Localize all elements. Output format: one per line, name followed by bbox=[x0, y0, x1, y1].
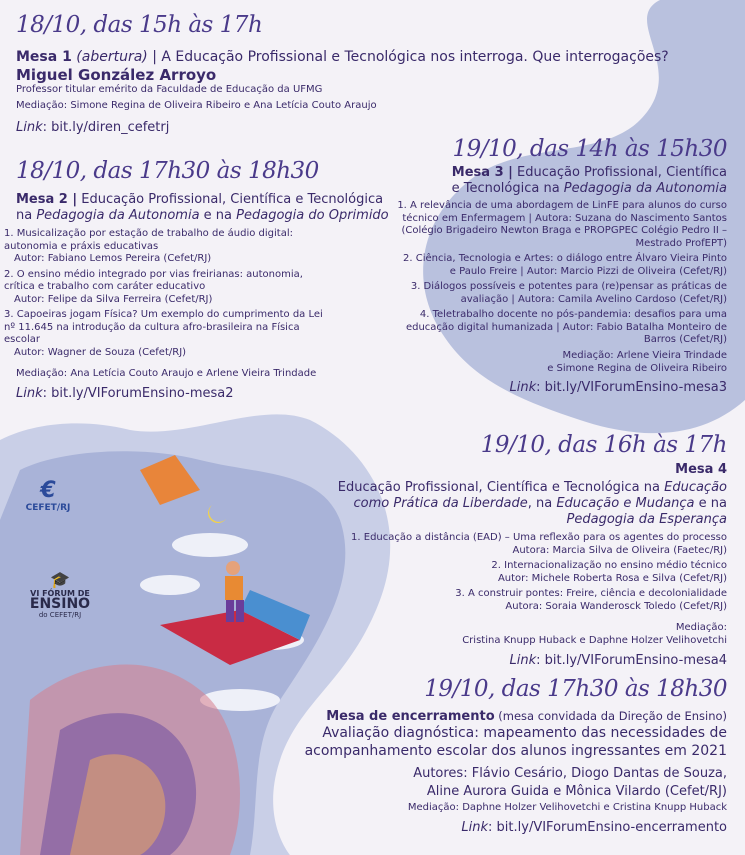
mesa2-mediation: Mediação: Ana Letícia Couto Araujo e Arlene Vieira Trindade bbox=[16, 368, 317, 379]
link-url[interactable]: : bit.ly/VIForumEnsino-mesa2 bbox=[42, 386, 234, 401]
link-url[interactable]: : bit.ly/VIForumEnsino-mesa3 bbox=[536, 380, 727, 395]
cefet-logo bbox=[20, 478, 76, 513]
link-label: Link bbox=[509, 653, 537, 668]
encerramento-theme-a: Avaliação diagnóstica: mapeamento das necessidades de bbox=[322, 725, 727, 741]
mesa3-number: Mesa 3 | bbox=[451, 165, 513, 180]
encerramento-authors-b: Aline Aurora Guida e Mônica Vilardo (Cefet/RJ) bbox=[426, 784, 727, 799]
list-item: 2. Ciência, Tecnologia e Artes: o diálogo entre Álvaro Vieira Pinto e Paulo Freire | Autor: Marcio Pizzi de Oliveira (Cefet/RJ) bbox=[403, 253, 727, 277]
mesa4-mediation-b: Cristina Knupp Huback e Daphne Holzer Velihovetchi bbox=[462, 634, 727, 646]
forum-logo-line3: do CEFET/RJ bbox=[38, 611, 82, 619]
encerramento-name bbox=[326, 709, 727, 724]
list-item bbox=[297, 588, 727, 613]
mesa2-title bbox=[16, 192, 396, 224]
item-author: Autora: Marcia Silva de Oliveira (Faetec/RJ) bbox=[512, 544, 727, 556]
mesa3-mediation bbox=[547, 350, 727, 375]
mesa4-number: Mesa 4 bbox=[675, 462, 727, 477]
item-author: Autor: Michele Roberta Rosa e Silva (Cefet/RJ) bbox=[497, 572, 727, 584]
mesa4-title-l2b: , na bbox=[527, 496, 557, 511]
mesa2-list bbox=[4, 228, 334, 362]
link-label: Link bbox=[461, 820, 489, 835]
encerramento-theme bbox=[305, 724, 727, 760]
item-author: Autora: Soraia Wanderosck Toledo (Cefet/RJ) bbox=[505, 600, 727, 612]
mesa1-title bbox=[16, 48, 736, 66]
item-author: Autor: Fabiano Lemos Pereira (Cefet/RJ) bbox=[14, 253, 212, 264]
item-text: 3. A construir pontes: Freire, ciência e decolonialidade bbox=[455, 588, 727, 599]
encerramento-theme-b: acompanhamento escolar dos alunos ingressantes em 2021 bbox=[304, 743, 727, 759]
list-item bbox=[4, 269, 334, 307]
forum-logo-icon: 🎓 bbox=[50, 570, 70, 589]
mesa4-title-l2d: e na bbox=[694, 496, 727, 511]
mesa1-link[interactable] bbox=[16, 120, 169, 136]
mesa1-date: 18/10, das 15h às 17h bbox=[16, 12, 263, 38]
link-label: Link bbox=[16, 120, 43, 135]
mesa1-theme: | A Educação Profissional e Tecnológica nos interroga. Que interrogações? bbox=[147, 49, 669, 65]
mesa1-number: Mesa 1 bbox=[16, 49, 72, 65]
mesa4-title-l1b: Educação bbox=[664, 480, 727, 495]
encerramento-date: 19/10, das 17h30 às 18h30 bbox=[424, 676, 727, 702]
mesa2-title-b3: e na bbox=[199, 208, 237, 223]
mesa2-title-b4: Pedagogia do Oprimido bbox=[236, 208, 389, 223]
encerramento-mediation: Mediação: Daphne Holzer Velihovetchi e Cristina Knupp Huback bbox=[407, 802, 727, 813]
mesa3-title-b2: Pedagogia da Autonomia bbox=[563, 181, 727, 196]
item-text: 2. Internacionalização no ensino médio técnico bbox=[491, 560, 727, 571]
mesa3-title-a: Educação Profissional, Científica bbox=[512, 165, 727, 180]
mesa4-list bbox=[297, 532, 727, 616]
mesa2-number: Mesa 2 | bbox=[16, 192, 78, 207]
item-text: 1. Educação a distância (EAD) – Uma reflexão para os agentes do processo bbox=[351, 532, 727, 543]
item-author: Autor: Wagner de Souza (Cefet/RJ) bbox=[14, 346, 187, 358]
encerramento-authors bbox=[413, 765, 727, 801]
forum-logo bbox=[10, 570, 110, 619]
list-item: 1. A relevância de uma abordagem de LinFE para alunos do curso técnico em Enfermagem | Autora: Suzana do Nascimento Santos (Colégio Brigadeiro Newton Braga e PROPGPEC Colégio Pedro II – Mestrado ProfEPT) bbox=[397, 200, 727, 249]
list-item bbox=[297, 532, 727, 557]
mesa2-title-a: Educação Profissional, Científica e Tecnológica bbox=[77, 192, 384, 207]
forum-logo-line1: VI FÓRUM DE bbox=[30, 589, 90, 598]
mesa4-mediation bbox=[462, 622, 727, 647]
mesa2-link[interactable] bbox=[16, 386, 234, 402]
list-item bbox=[4, 228, 334, 266]
list-item bbox=[297, 560, 727, 585]
cefet-logo-text: CEFET/RJ bbox=[25, 503, 71, 513]
mesa3-title-b1: e Tecnológica na bbox=[451, 181, 564, 196]
link-label: Link bbox=[509, 380, 537, 395]
mesa3-list bbox=[397, 200, 727, 350]
mesa1-speaker-role: Professor titular emérito da Faculdade de Educação da UFMG bbox=[16, 84, 323, 95]
mesa4-title-l1a: Educação Profissional, Científica e Tecnológica na bbox=[337, 480, 665, 495]
forum-logo-line2: ENSINO bbox=[29, 596, 91, 612]
item-author: Autor: Felipe da Silva Ferreira (Cefet/RJ) bbox=[14, 293, 213, 305]
mesa4-link[interactable] bbox=[510, 653, 728, 669]
cefet-logo-icon: € bbox=[40, 478, 56, 503]
encerramento-note: (mesa convidada da Direção de Ensino) bbox=[494, 709, 727, 723]
mesa3-mediation-b: e Simone Regina de Oliveira Ribeiro bbox=[547, 362, 727, 374]
mesa1-speaker: Miguel González Arroyo bbox=[16, 66, 217, 84]
mesa3-mediation-a: Mediação: Arlene Vieira Trindade bbox=[562, 350, 727, 361]
item-text: 3. Capoeiras jogam Física? Um exemplo do cumprimento da Lei nº 11.645 na introdução da cultura afro-brasileira na Física escolar bbox=[4, 309, 323, 345]
mesa3-link[interactable] bbox=[510, 380, 728, 396]
encerramento-authors-a: Autores: Flávio Cesário, Diogo Dantas de Souza, bbox=[413, 766, 727, 781]
mesa4-date: 19/10, das 16h às 17h bbox=[480, 432, 727, 458]
mesa3-title bbox=[427, 165, 727, 197]
item-text: 2. O ensino médio integrado por vias freirianas: autonomia, crítica e trabalho com caráter educativo bbox=[4, 268, 303, 292]
list-item: 4. Teletrabalho docente no pós-pandemia: desafios para uma educação digital humanizada | Autor: Fabio Batalha Monteiro de Barros (Cefet/RJ) bbox=[405, 309, 727, 345]
encerramento-link[interactable] bbox=[461, 820, 727, 836]
item-text: 1. Musicalização por estação de trabalho de áudio digital: autonomia e práxis educativas bbox=[4, 228, 293, 252]
link-url[interactable]: : bit.ly/VIForumEnsino-mesa4 bbox=[536, 653, 727, 668]
list-item: 3. Diálogos possíveis e potentes para (re)pensar as práticas de avaliação | Autora: Camila Avelino Cardoso (Cefet/RJ) bbox=[410, 281, 727, 305]
mesa2-title-b2: Pedagogia da Autonomia bbox=[36, 208, 200, 223]
mesa1-tag: (abertura) bbox=[76, 49, 148, 65]
mesa3-date: 19/10, das 14h às 15h30 bbox=[452, 136, 727, 162]
mesa4-title bbox=[287, 480, 727, 528]
mesa4-title-l2c: Educação e Mudança bbox=[556, 496, 695, 511]
mesa1-mediation: Mediação: Simone Regina de Oliveira Ribeiro e Ana Letícia Couto Araujo bbox=[16, 100, 377, 111]
mesa4-title-l3: Pedagogia da Esperança bbox=[566, 512, 727, 527]
link-url[interactable]: : bit.ly/VIForumEnsino-encerramento bbox=[488, 820, 727, 835]
mesa4-title-l2a: como Prática da Liberdade bbox=[353, 496, 528, 511]
link-label: Link bbox=[16, 386, 43, 401]
mesa2-title-b1: na bbox=[16, 208, 37, 223]
list-item bbox=[4, 309, 334, 359]
mesa4-mediation-a: Mediação: bbox=[675, 622, 727, 633]
mesa2-date: 18/10, das 17h30 às 18h30 bbox=[16, 158, 319, 184]
link-url[interactable]: : bit.ly/diren_cefetrj bbox=[42, 120, 170, 135]
encerramento-title: Mesa de encerramento bbox=[326, 709, 495, 724]
